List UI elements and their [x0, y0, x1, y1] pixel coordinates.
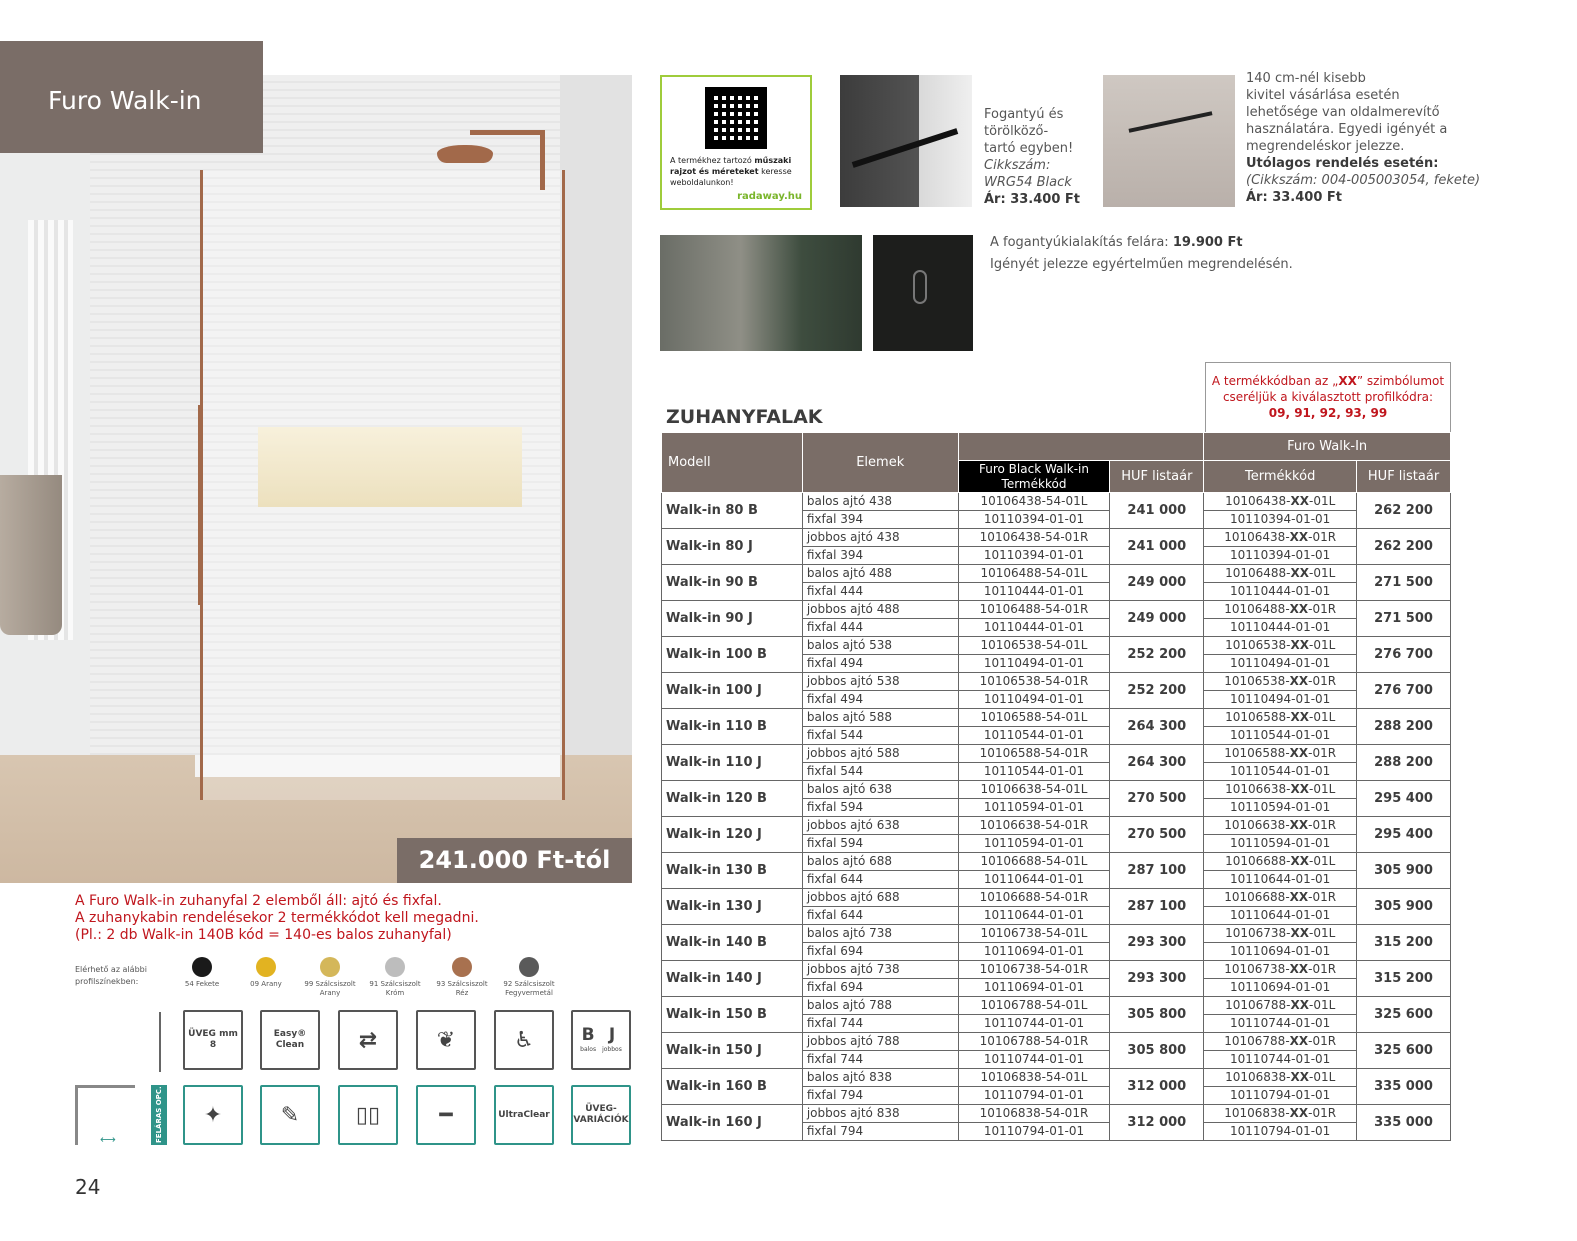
qr-box: [660, 75, 812, 210]
table-cell: 10110394-01-01: [1204, 511, 1357, 529]
handle-bar-icon: ━: [416, 1085, 476, 1145]
table-cell: balos ajtó 788: [802, 997, 958, 1015]
table-cell: fixfal 444: [802, 583, 958, 601]
table-cell: Walk-in 140 B: [662, 925, 803, 961]
accessory2-line: használatára. Egyedi igényét a: [1246, 122, 1448, 137]
col-group-furo: Furo Walk-In: [1204, 433, 1451, 461]
table-cell: Walk-in 140 J: [662, 961, 803, 997]
handle-note-line2: Igényét jelezze egyértelműen megrendelésén.: [990, 257, 1293, 272]
table-cell: 10106588-54-01L: [958, 709, 1110, 727]
colors-label-line: profilszínekben:: [75, 977, 139, 986]
col-black-code: Furo Black Walk-in Termékkód: [958, 461, 1110, 493]
table-cell: 10106488-XX-01R: [1204, 601, 1357, 619]
shower-pipe: [540, 130, 545, 190]
table-cell: 10106538-54-01R: [958, 673, 1110, 691]
table-cell: 10110544-01-01: [958, 763, 1110, 781]
table-cell: 10106838-54-01R: [958, 1105, 1110, 1123]
color-dot: [256, 957, 276, 977]
table-cell: 264 300: [1110, 709, 1204, 745]
table-cell: fixfal 544: [802, 727, 958, 745]
table-cell: balos ajtó 488: [802, 565, 958, 583]
table-cell: 315 200: [1357, 961, 1451, 997]
table-cell: 10110744-01-01: [1204, 1051, 1357, 1069]
table-cell: fixfal 744: [802, 1015, 958, 1033]
accessory1-line: törölköző-: [984, 124, 1049, 139]
profile-codes: 09, 91, 92, 93, 99: [1268, 406, 1388, 420]
accessory1-price: Ár: 33.400 Ft: [984, 192, 1080, 207]
table-row: [662, 1105, 1451, 1123]
accessory2-line: lehetősége van oldalmerevítő: [1246, 105, 1440, 120]
table-cell: 10110694-01-01: [1204, 979, 1357, 997]
table-cell: jobbos ajtó 588: [802, 745, 958, 763]
table-cell: 10106838-54-01L: [958, 1069, 1110, 1087]
table-cell: fixfal 794: [802, 1087, 958, 1105]
table-cell: fixfal 594: [802, 799, 958, 817]
color-name: 54 Fekete: [184, 980, 220, 988]
table-cell: 10110444-01-01: [958, 619, 1110, 637]
table-cell: 10110644-01-01: [1204, 871, 1357, 889]
accessory-photo-handle: [840, 75, 972, 207]
accessory2-code: (Cikkszám: 004-005003054, fekete): [1246, 173, 1481, 188]
table-cell: 10106488-XX-01L: [1204, 565, 1357, 583]
table-cell: 10110444-01-01: [1204, 619, 1357, 637]
table-cell: 10106638-XX-01L: [1204, 781, 1357, 799]
accessory1-line: Fogantyú és: [984, 107, 1064, 122]
color-name: 99 Szálcsiszolt: [304, 980, 356, 988]
col-group-furo-black: [958, 433, 1204, 461]
divider: [159, 1012, 161, 1072]
towel: [0, 475, 62, 635]
table-cell: 10106738-54-01R: [958, 961, 1110, 979]
table-row: [662, 493, 1451, 511]
table-cell: 10110694-01-01: [958, 943, 1110, 961]
eco-icon: ❦: [416, 1010, 476, 1070]
table-row: [662, 853, 1451, 871]
table-cell: 312 000: [1110, 1105, 1204, 1141]
accessibility-icon: ♿: [494, 1010, 554, 1070]
table-cell: 10110494-01-01: [958, 655, 1110, 673]
table-cell: fixfal 694: [802, 979, 958, 997]
price-table: [661, 432, 1451, 1141]
table-cell: 262 200: [1357, 493, 1451, 529]
table-cell: 10110794-01-01: [958, 1123, 1110, 1141]
table-cell: 10106738-XX-01R: [1204, 961, 1357, 979]
table-cell: 10110594-01-01: [958, 835, 1110, 853]
color-name: Króm: [385, 989, 405, 997]
table-cell: 10110594-01-01: [1204, 835, 1357, 853]
table-cell: Walk-in 130 J: [662, 889, 803, 925]
table-cell: 10106438-XX-01L: [1204, 493, 1357, 511]
shower-head: [437, 145, 493, 163]
table-cell: 10106688-54-01R: [958, 889, 1110, 907]
table-cell: Walk-in 120 J: [662, 817, 803, 853]
table-cell: 10110394-01-01: [1204, 547, 1357, 565]
table-cell: 241 000: [1110, 493, 1204, 529]
table-cell: Walk-in 90 B: [662, 565, 803, 601]
table-cell: 10110394-01-01: [958, 511, 1110, 529]
color-dot: [320, 957, 340, 977]
table-cell: 288 200: [1357, 745, 1451, 781]
table-cell: 10110744-01-01: [958, 1051, 1110, 1069]
table-cell: Walk-in 120 B: [662, 781, 803, 817]
accessory1-description: [984, 106, 1080, 208]
accessory2-line: kivitel vásárlása esetén: [1246, 88, 1400, 103]
color-dot: [385, 957, 405, 977]
table-cell: 249 000: [1110, 565, 1204, 601]
table-cell: 10110794-01-01: [1204, 1123, 1357, 1141]
col-huf2: HUF listaár: [1357, 461, 1451, 493]
color-swatch: [367, 957, 423, 998]
table-cell: 10110394-01-01: [958, 547, 1110, 565]
table-cell: 10106538-54-01L: [958, 637, 1110, 655]
table-cell: fixfal 494: [802, 655, 958, 673]
table-cell: 335 000: [1357, 1105, 1451, 1141]
color-dot: [192, 957, 212, 977]
accessory1-code-label: Cikkszám:: [984, 158, 1051, 173]
accessory2-price: Ár: 33.400 Ft: [1246, 190, 1342, 205]
table-row: [662, 709, 1451, 727]
note-line: (Pl.: 2 db Walk-in 140B kód = 140-es balos zuhanyfal): [75, 927, 452, 943]
table-cell: Walk-in 80 J: [662, 529, 803, 565]
table-cell: 315 200: [1357, 925, 1451, 961]
color-name: 93 Szálcsiszolt: [436, 980, 488, 988]
table-row: [662, 637, 1451, 655]
reversible-icon: ⇄: [338, 1010, 398, 1070]
shower-arm: [470, 130, 545, 135]
hero-photo: [0, 75, 632, 883]
glass-8mm-icon: ÜVEG mm 8: [183, 1010, 243, 1070]
handle-cutout-photo: [873, 235, 973, 351]
table-cell: 10106638-54-01R: [958, 817, 1110, 835]
note-line: A zuhanykabin rendelésekor 2 termékkódot kell megadni.: [75, 910, 479, 926]
table-cell: 262 200: [1357, 529, 1451, 565]
table-cell: fixfal 394: [802, 547, 958, 565]
width-arrow-icon: ⟷: [100, 1133, 116, 1146]
table-cell: balos ajtó 838: [802, 1069, 958, 1087]
table-cell: balos ajtó 638: [802, 781, 958, 799]
laser-icon: ✦: [183, 1085, 243, 1145]
table-cell: fixfal 494: [802, 691, 958, 709]
table-cell: fixfal 394: [802, 511, 958, 529]
table-cell: 325 600: [1357, 1033, 1451, 1069]
section-title: ZUHANYFALAK: [666, 406, 823, 428]
color-name: Arany: [319, 989, 341, 997]
col-model: Modell: [662, 433, 803, 493]
table-cell: 305 900: [1357, 853, 1451, 889]
table-cell: 10110444-01-01: [958, 583, 1110, 601]
table-cell: 10106688-XX-01L: [1204, 853, 1357, 871]
col-elements: Elemek: [802, 433, 958, 493]
table-cell: 10110794-01-01: [1204, 1087, 1357, 1105]
table-row: [662, 997, 1451, 1015]
table-cell: 10110694-01-01: [1204, 943, 1357, 961]
table-row: [662, 601, 1451, 619]
table-row: [662, 673, 1451, 691]
table-cell: 10110794-01-01: [958, 1087, 1110, 1105]
table-cell: 10106788-54-01L: [958, 997, 1110, 1015]
door-icon: ▯▯: [338, 1085, 398, 1145]
table-cell: 312 000: [1110, 1069, 1204, 1105]
col-huf1: HUF listaár: [1110, 461, 1204, 493]
table-cell: 10110544-01-01: [1204, 763, 1357, 781]
table-cell: jobbos ajtó 738: [802, 961, 958, 979]
table-cell: 295 400: [1357, 781, 1451, 817]
table-cell: 10110494-01-01: [1204, 691, 1357, 709]
table-cell: balos ajtó 588: [802, 709, 958, 727]
table-cell: 10110544-01-01: [1204, 727, 1357, 745]
color-swatch: [302, 957, 358, 998]
table-cell: 10106538-XX-01L: [1204, 637, 1357, 655]
table-cell: Walk-in 100 J: [662, 673, 803, 709]
table-cell: 10106738-XX-01L: [1204, 925, 1357, 943]
table-row: [662, 817, 1451, 835]
table-row: [662, 889, 1451, 907]
table-cell: 271 500: [1357, 601, 1451, 637]
table-cell: 252 200: [1110, 673, 1204, 709]
accessory1-line: tartó egyben!: [984, 141, 1074, 156]
table-cell: balos ajtó 738: [802, 925, 958, 943]
table-cell: Walk-in 150 J: [662, 1033, 803, 1069]
accessory2-line: 140 cm-nél kisebb: [1246, 71, 1366, 86]
table-cell: 305 800: [1110, 1033, 1204, 1069]
table-row: [662, 961, 1451, 979]
table-cell: 10110594-01-01: [958, 799, 1110, 817]
profile-code-note: A termékkódban az „XX” szimbólumot cseréljük a kiválasztott profilkódra: 09, 91, 92, 93, 99: [1205, 362, 1451, 432]
table-cell: 10110744-01-01: [958, 1015, 1110, 1033]
table-cell: Walk-in 100 B: [662, 637, 803, 673]
table-cell: 252 200: [1110, 637, 1204, 673]
table-cell: 10106688-XX-01R: [1204, 889, 1357, 907]
table-cell: jobbos ajtó 488: [802, 601, 958, 619]
glass-panel: [200, 170, 565, 800]
table-cell: 271 500: [1357, 565, 1451, 601]
accessory2-line: megrendeléskor jelezze.: [1246, 139, 1405, 154]
table-cell: fixfal 694: [802, 943, 958, 961]
color-swatch: [174, 957, 230, 989]
table-row: [662, 925, 1451, 943]
table-cell: 325 600: [1357, 997, 1451, 1033]
table-row: [662, 1069, 1451, 1087]
table-row: [662, 745, 1451, 763]
table-cell: 287 100: [1110, 889, 1204, 925]
table-row: [662, 1033, 1451, 1051]
accessory1-code: WRG54 Black: [984, 175, 1072, 190]
qr-text: A termékhez tartozó műszaki rajzot és méreteket keresse weboldalunkon!: [670, 156, 792, 187]
table-row: [662, 529, 1451, 547]
bj-icon: B balos J jobbos: [571, 1010, 631, 1070]
table-cell: 10110494-01-01: [958, 691, 1110, 709]
table-cell: 288 200: [1357, 709, 1451, 745]
table-cell: 10110544-01-01: [958, 727, 1110, 745]
table-cell: 10106588-XX-01L: [1204, 709, 1357, 727]
table-cell: jobbos ajtó 788: [802, 1033, 958, 1051]
table-cell: balos ajtó 438: [802, 493, 958, 511]
table-cell: 10106488-54-01L: [958, 565, 1110, 583]
table-cell: balos ajtó 538: [802, 637, 958, 655]
table-cell: 10106788-XX-01R: [1204, 1033, 1357, 1051]
table-cell: balos ajtó 688: [802, 853, 958, 871]
table-cell: 293 300: [1110, 925, 1204, 961]
table-cell: 287 100: [1110, 853, 1204, 889]
table-cell: 10106738-54-01L: [958, 925, 1110, 943]
table-cell: 10110644-01-01: [958, 871, 1110, 889]
col-code: Termékkód: [1204, 461, 1357, 493]
table-cell: Walk-in 130 B: [662, 853, 803, 889]
table-cell: jobbos ajtó 538: [802, 673, 958, 691]
table-cell: 293 300: [1110, 961, 1204, 997]
table-cell: 10110594-01-01: [1204, 799, 1357, 817]
table-cell: 10106588-XX-01R: [1204, 745, 1357, 763]
note-line: A Furo Walk-in zuhanyfal 2 elemből áll: ajtó és fixfal.: [75, 893, 442, 909]
website-link[interactable]: radaway.hu: [737, 191, 802, 202]
table-cell: Walk-in 110 B: [662, 709, 803, 745]
table-cell: 305 900: [1357, 889, 1451, 925]
table-cell: 295 400: [1357, 817, 1451, 853]
color-name: Fegyvermetál: [505, 989, 553, 997]
paint-icon: ✎: [260, 1085, 320, 1145]
table-cell: 10110644-01-01: [958, 907, 1110, 925]
table-cell: 10106788-XX-01L: [1204, 997, 1357, 1015]
table-cell: Walk-in 110 J: [662, 745, 803, 781]
table-cell: jobbos ajtó 438: [802, 529, 958, 547]
table-cell: 10110644-01-01: [1204, 907, 1357, 925]
table-cell: 10106438-54-01L: [958, 493, 1110, 511]
table-cell: Walk-in 150 B: [662, 997, 803, 1033]
table-cell: 276 700: [1357, 673, 1451, 709]
table-cell: 10106838-XX-01L: [1204, 1069, 1357, 1087]
table-row: [662, 565, 1451, 583]
wall-right: [560, 75, 632, 755]
table-cell: 270 500: [1110, 817, 1204, 853]
page-title: Furo Walk-in: [0, 41, 263, 153]
color-name: 91 Szálcsiszolt: [369, 980, 421, 988]
color-swatch: [434, 957, 490, 998]
price-from-badge: 241.000 Ft-tól: [397, 838, 632, 883]
table-cell: 10106688-54-01L: [958, 853, 1110, 871]
table-cell: Walk-in 160 J: [662, 1105, 803, 1141]
table-cell: 10106638-XX-01R: [1204, 817, 1357, 835]
table-cell: Walk-in 160 B: [662, 1069, 803, 1105]
accessory-photo-stabilizer: [1103, 75, 1235, 207]
color-name: 92 Szálcsiszolt: [503, 980, 555, 988]
table-cell: 241 000: [1110, 529, 1204, 565]
table-cell: jobbos ajtó 838: [802, 1105, 958, 1123]
door-handle: [198, 405, 203, 605]
table-cell: fixfal 544: [802, 763, 958, 781]
table-cell: fixfal 594: [802, 835, 958, 853]
table-cell: 10106438-XX-01R: [1204, 529, 1357, 547]
table-cell: fixfal 644: [802, 871, 958, 889]
handle-note-price: 19.900 Ft: [1172, 235, 1243, 250]
table-cell: 10110744-01-01: [1204, 1015, 1357, 1033]
table-cell: 264 300: [1110, 745, 1204, 781]
color-swatch: [238, 957, 294, 989]
table-cell: 10110494-01-01: [1204, 655, 1357, 673]
table-cell: 270 500: [1110, 781, 1204, 817]
accessory2-description: [1246, 70, 1480, 206]
composition-note: [75, 893, 479, 944]
colors-label-line: Elérhető az alábbi: [75, 965, 147, 974]
table-cell: 249 000: [1110, 601, 1204, 637]
easy-clean-icon: Easy® Clean: [260, 1010, 320, 1070]
table-cell: 10106588-54-01R: [958, 745, 1110, 763]
table-cell: 10110694-01-01: [958, 979, 1110, 997]
colors-label: [75, 964, 147, 988]
color-dot: [452, 957, 472, 977]
table-cell: 10106538-XX-01R: [1204, 673, 1357, 691]
color-swatch: [501, 957, 557, 998]
optional-extra-label: FELÁRAS OPC.: [151, 1085, 167, 1145]
table-cell: 10106838-XX-01R: [1204, 1105, 1357, 1123]
accessory2-later-order: Utólagos rendelés esetén:: [1246, 156, 1439, 171]
table-cell: fixfal 444: [802, 619, 958, 637]
table-cell: fixfal 794: [802, 1123, 958, 1141]
qr-code-icon[interactable]: [705, 87, 767, 149]
handle-note-prefix: A fogantyúkialakítás felára:: [990, 235, 1173, 250]
handle-surcharge-note: [990, 232, 1293, 276]
profile-note-line2: cseréljük a kiválasztott profilkódra:: [1222, 390, 1434, 404]
table-cell: 10106788-54-01R: [958, 1033, 1110, 1051]
table-cell: 10106488-54-01R: [958, 601, 1110, 619]
table-cell: 10110444-01-01: [1204, 583, 1357, 601]
color-dot: [519, 957, 539, 977]
table-cell: 10106438-54-01R: [958, 529, 1110, 547]
table-row: [662, 781, 1451, 799]
page-number: 24: [75, 1175, 101, 1199]
color-name: 09 Arany: [250, 980, 282, 988]
table-cell: Walk-in 90 J: [662, 601, 803, 637]
ultraclear-icon: UltraClear: [494, 1085, 554, 1145]
table-cell: 10106638-54-01L: [958, 781, 1110, 799]
bathroom-photo: [660, 235, 862, 351]
glass-variations-icon: ÜVEG-VARIÁCIÓK: [571, 1085, 631, 1145]
table-cell: Walk-in 80 B: [662, 493, 803, 529]
table-cell: 276 700: [1357, 637, 1451, 673]
table-cell: 305 800: [1110, 997, 1204, 1033]
table-cell: fixfal 744: [802, 1051, 958, 1069]
table-cell: jobbos ajtó 638: [802, 817, 958, 835]
table-cell: 335 000: [1357, 1069, 1451, 1105]
table-cell: fixfal 644: [802, 907, 958, 925]
color-name: Réz: [455, 989, 469, 997]
table-cell: jobbos ajtó 688: [802, 889, 958, 907]
